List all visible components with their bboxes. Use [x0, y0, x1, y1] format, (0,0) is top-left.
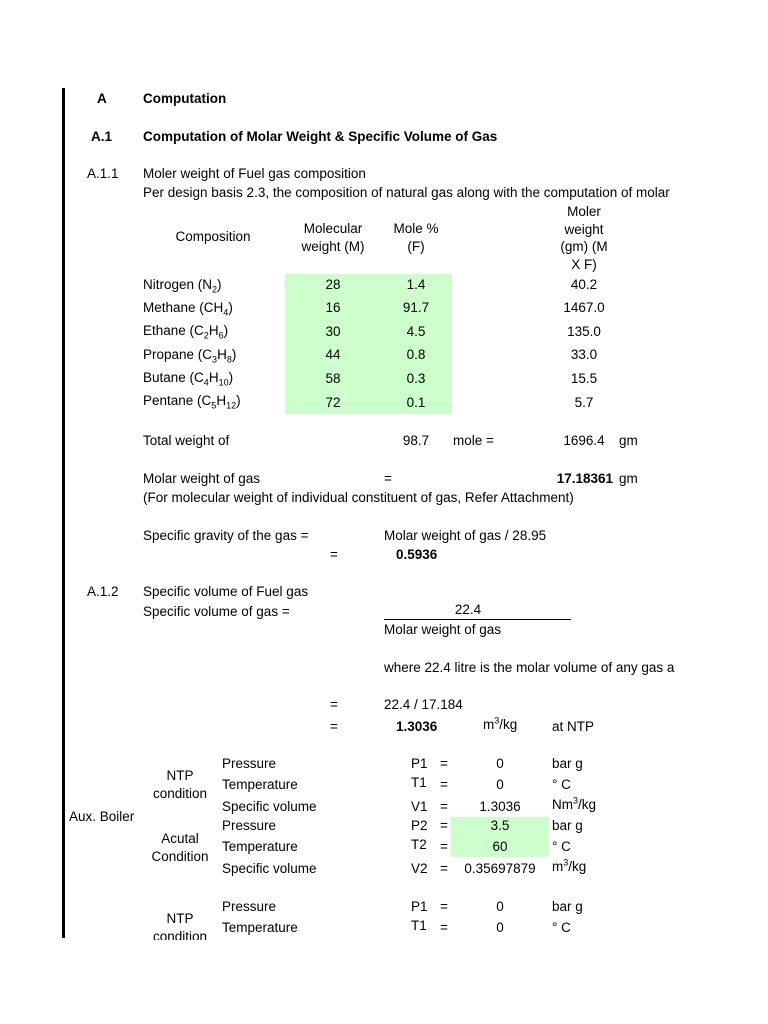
- param-unit: ° C: [552, 777, 571, 792]
- specific-gravity-equals: =: [330, 547, 338, 562]
- fraction-denominator: Molar weight of gas: [384, 622, 502, 637]
- molar-weight-note: (For molecular weight of individual constituent of gas, Refer Attachment): [143, 490, 574, 505]
- param-symbol: T2: [411, 837, 427, 852]
- molar-weight-label: Molar weight of gas: [143, 471, 261, 486]
- fraction-bar: [384, 619, 571, 620]
- param-unit: bar g: [552, 899, 583, 914]
- component-name: Nitrogen $(N_2)$: [143, 277, 222, 295]
- param-equals: =: [440, 777, 448, 792]
- param-unit: Nm$^3$/kg: [552, 795, 597, 812]
- next-ntp-condition-label: [145, 910, 215, 940]
- total-unit: gm: [619, 433, 638, 448]
- moler-weight-cell: 1467.0: [563, 300, 605, 315]
- header-mol-line1: Moler: [567, 204, 601, 219]
- header-mole-line1: Mole %: [393, 221, 439, 236]
- molar-weight-value: 17.18361: [556, 471, 613, 486]
- molecular-weight-cell[interactable]: 30: [325, 324, 341, 339]
- param-symbol: P1: [411, 899, 428, 914]
- mole-percent-cell[interactable]: 0.8: [406, 347, 426, 362]
- header-moler-weight: [540, 203, 628, 273]
- mole-equals-label: mole =: [453, 433, 494, 448]
- section-title: Computation: [143, 91, 227, 106]
- specific-volume-result: 1.3036: [396, 719, 438, 734]
- param-symbol: P1: [411, 756, 428, 771]
- component-name: Methane $(CH_4)$: [143, 300, 233, 318]
- molar-volume-note: where 22.4 litre is the molar volume of any gas a: [384, 660, 675, 675]
- s112-number: A.1.2: [87, 584, 119, 599]
- s111-title: Moler weight of Fuel gas composition: [143, 166, 366, 181]
- moler-weight-cell: 15.5: [570, 371, 598, 386]
- param-symbol: V1: [411, 799, 428, 814]
- actual-line1: Acutal: [161, 831, 199, 846]
- moler-weight-cell: 33.0: [570, 347, 598, 362]
- param-label: Specific volume: [222, 799, 317, 814]
- header-mol-line2: weight: [564, 221, 604, 237]
- param-value: 0.35697879: [464, 861, 536, 876]
- ntp-note: at NTP: [552, 719, 595, 734]
- param-symbol: V2: [411, 861, 428, 876]
- molar-weight-unit: gm: [619, 471, 638, 486]
- subsection-number: A.1: [91, 129, 113, 144]
- param-value[interactable]: 60: [492, 839, 508, 854]
- component-name: Butane $(C_4H_{10})$: [143, 370, 234, 388]
- header-mw-line2: weight (M): [301, 238, 365, 254]
- molecular-weight-cell[interactable]: 58: [325, 371, 341, 386]
- header-mol-line4: X F): [571, 256, 597, 272]
- molecular-weight-cell[interactable]: 28: [325, 277, 341, 292]
- mole-percent-cell[interactable]: 0.1: [406, 395, 426, 410]
- param-symbol: P2: [411, 818, 428, 833]
- param-unit: bar g: [552, 756, 583, 771]
- next-ntp-line1: NTP: [166, 911, 194, 926]
- total-mole-percent: 98.7: [402, 433, 430, 448]
- actual-condition-label: [145, 830, 215, 865]
- header-mole-percent: [380, 220, 452, 255]
- param-label: Pressure: [222, 756, 277, 771]
- param-equals: =: [440, 839, 448, 854]
- param-unit: bar g: [552, 818, 583, 833]
- molecular-weight-cell[interactable]: 72: [325, 395, 341, 410]
- header-composition: Composition: [175, 229, 251, 244]
- param-equals: =: [440, 818, 448, 833]
- mole-percent-cell[interactable]: 91.7: [402, 300, 430, 315]
- component-name: Pentane $(C_5H_{12})$: [143, 393, 241, 411]
- param-equals: =: [440, 920, 448, 935]
- param-equals: =: [440, 799, 448, 814]
- param-equals: =: [440, 861, 448, 876]
- total-label: Total weight of: [143, 433, 230, 448]
- s112-title: Specific volume of Fuel gas: [143, 584, 309, 599]
- specific-volume-label: Specific volume of gas =: [143, 604, 290, 619]
- component-name: Propane $(C_3H_8)$: [143, 347, 237, 365]
- ntp-condition-label: [145, 767, 215, 802]
- specific-gravity-value: 0.5936: [396, 547, 438, 562]
- param-value: 0: [496, 756, 504, 771]
- left-margin-rule: [62, 88, 65, 938]
- header-mole-line2: (F): [407, 238, 425, 254]
- component-name: Ethane $(C_2H_6)$: [143, 323, 229, 341]
- s111-number: A.1.1: [87, 166, 119, 181]
- mole-percent-cell[interactable]: 1.4: [406, 277, 426, 292]
- param-value: 0: [496, 777, 504, 792]
- param-equals: =: [440, 756, 448, 771]
- param-value[interactable]: 3.5: [490, 818, 510, 833]
- header-mw-line1: Molecular: [303, 221, 363, 236]
- result-equals: =: [330, 719, 338, 734]
- subsection-title: Computation of Molar Weight & Specific Volume of Gas: [143, 129, 498, 144]
- param-equals: =: [440, 899, 448, 914]
- mole-percent-cell[interactable]: 4.5: [406, 324, 426, 339]
- calc-expression: 22.4 / 17.184: [384, 697, 463, 712]
- molecular-weight-cell[interactable]: 44: [325, 347, 341, 362]
- calc-equals: =: [330, 697, 338, 712]
- total-moler-weight: 1696.4: [563, 433, 605, 448]
- param-label: Pressure: [222, 899, 277, 914]
- specific-gravity-formula: Molar weight of gas / 28.95: [384, 528, 547, 543]
- molar-weight-equals: =: [384, 471, 392, 486]
- molecular-weight-cell[interactable]: 16: [325, 300, 341, 315]
- moler-weight-cell: 5.7: [574, 395, 594, 410]
- param-label: Temperature: [222, 777, 298, 792]
- header-mol-line3: (gm) (M: [560, 239, 608, 254]
- header-molecular-weight: [286, 220, 380, 255]
- fraction-numerator: 22.4: [454, 602, 482, 617]
- input-cells-highlight: [285, 274, 452, 414]
- param-label: Pressure: [222, 818, 277, 833]
- aux-boiler-label: Aux. Boiler: [69, 809, 135, 824]
- param-unit: $m^3/kg$: [552, 857, 587, 874]
- moler-weight-cell: 135.0: [567, 324, 601, 339]
- param-symbol: T1: [411, 918, 427, 933]
- ntp-line2: condition: [152, 785, 208, 801]
- specific-volume-unit: $m^3/kg$: [483, 715, 518, 732]
- param-unit: ° C: [552, 920, 571, 935]
- param-label: Specific volume: [222, 861, 317, 876]
- actual-line2: Condition: [151, 848, 209, 864]
- section-number: A: [97, 91, 107, 106]
- mole-percent-cell[interactable]: 0.3: [406, 371, 426, 386]
- param-value: 0: [496, 899, 504, 914]
- moler-weight-cell: 40.2: [570, 277, 598, 292]
- param-unit: ° C: [552, 839, 571, 854]
- param-symbol: T1: [411, 775, 427, 790]
- param-label: Temperature: [222, 920, 298, 935]
- s111-description: Per design basis 2.3, the composition of natural gas along with the computation of molar: [143, 185, 670, 200]
- param-value: 0: [496, 920, 504, 935]
- ntp-line1: NTP: [166, 768, 194, 783]
- specific-gravity-label: Specific gravity of the gas =: [143, 528, 309, 543]
- next-ntp-line2: condition: [152, 928, 208, 940]
- param-value: 1.3036: [479, 799, 521, 814]
- param-label: Temperature: [222, 839, 298, 854]
